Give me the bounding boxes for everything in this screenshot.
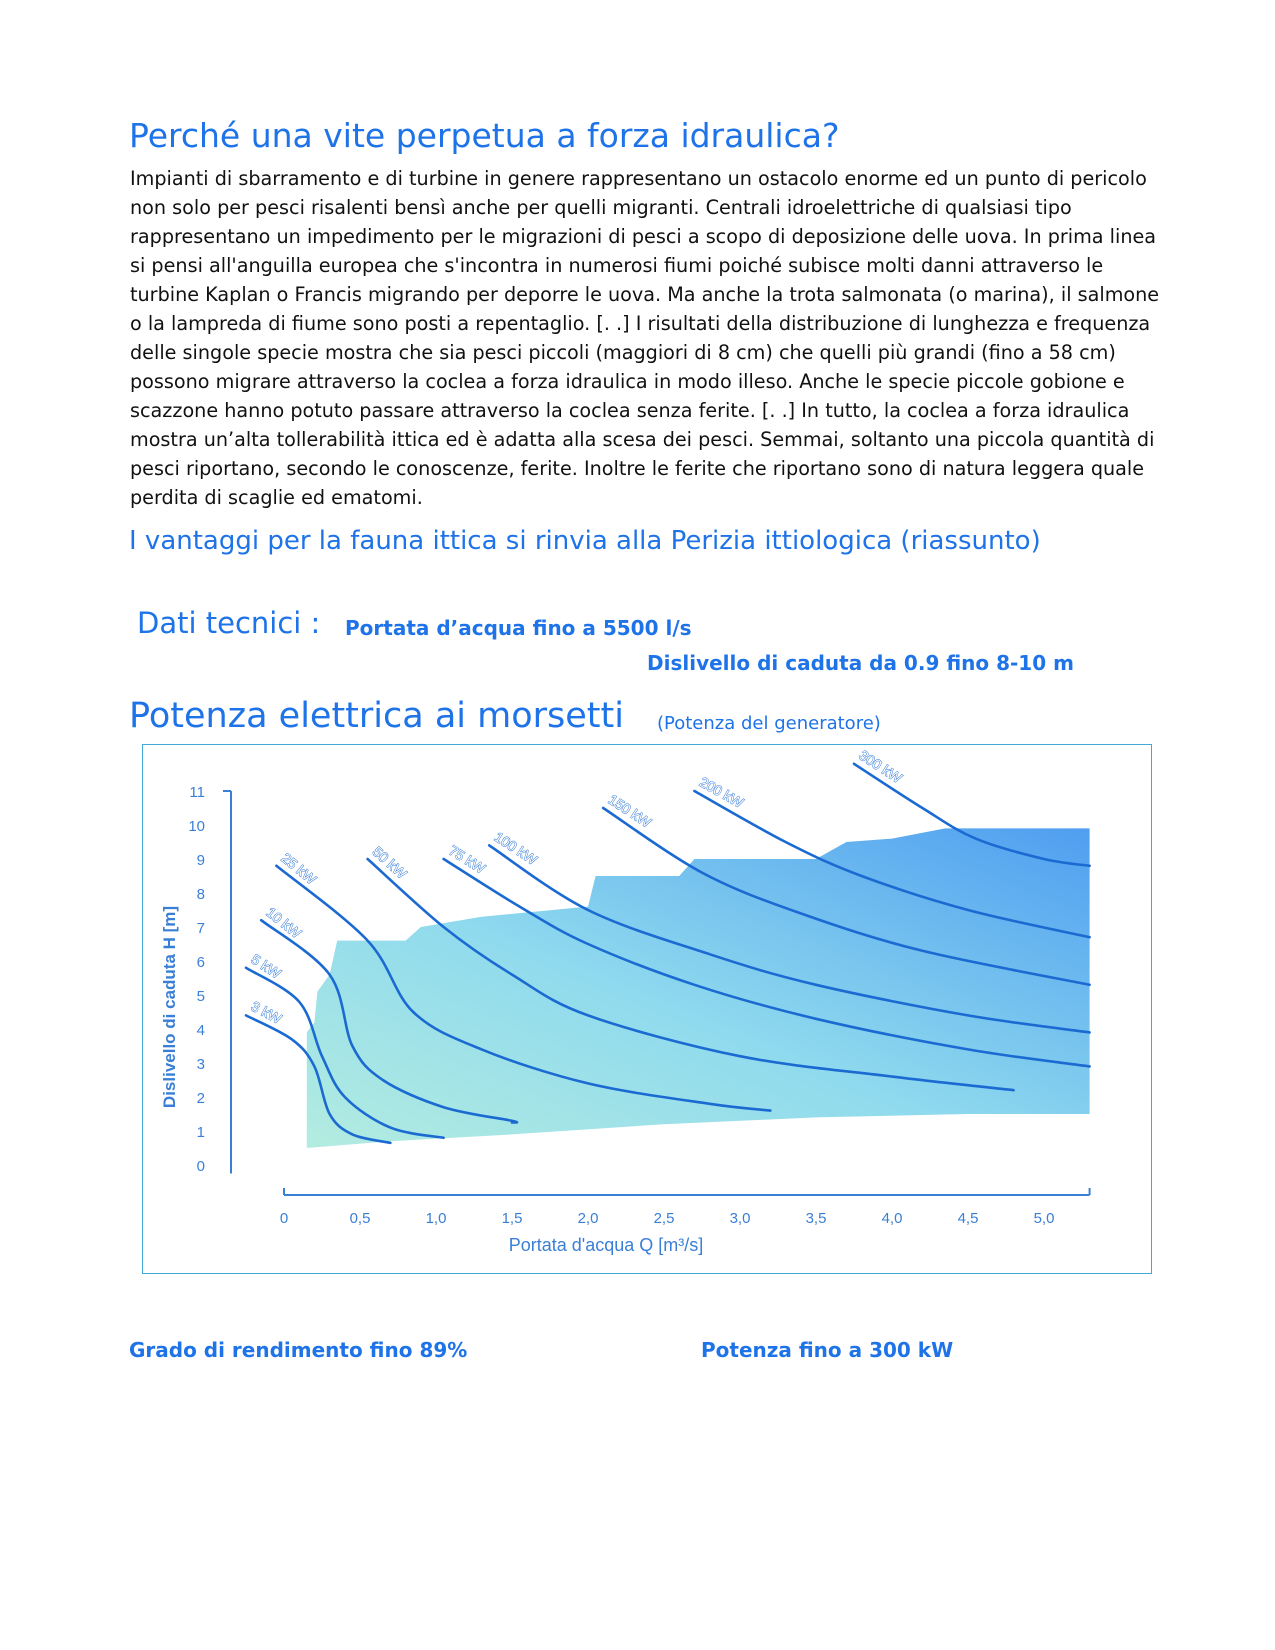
power-section-title: Potenza elettrica ai morsetti (129, 696, 624, 736)
y-tick-label: 4 (196, 1022, 205, 1039)
curve-label-200kw: 200 kW (696, 773, 747, 811)
x-tick-label: 5,0 (1033, 1210, 1055, 1227)
power-chart (143, 745, 1153, 1275)
tech-head-range: Dislivello di caduta da 0.9 fino 8-10 m (647, 651, 1074, 675)
curve-label-3kw: 3 kW (248, 997, 285, 1027)
x-tick-label: 0,5 (349, 1210, 371, 1227)
tech-flow-rate: Portata d’acqua fino a 5500 l/s (345, 616, 692, 640)
x-tick-label: 4,5 (957, 1210, 979, 1227)
y-tick-label: 1 (196, 1124, 205, 1141)
x-tick-label: 4,0 (881, 1210, 903, 1227)
x-tick-label: 0 (279, 1210, 289, 1227)
y-tick-label: 6 (196, 954, 205, 971)
tech-data-label: Dati tecnici : (137, 606, 321, 640)
curve-label-100kw: 100 kW (491, 828, 541, 868)
curve-label-10kw: 10 kW (263, 904, 305, 942)
power-chart-frame (142, 744, 1152, 1274)
y-axis-label: Dislivello di caduta H [m] (160, 905, 179, 1109)
x-tick-label: 3,0 (729, 1210, 751, 1227)
y-tick-label: 8 (196, 886, 205, 903)
max-power-note: Potenza fino a 300 kW (701, 1338, 954, 1362)
efficiency-note: Grado di rendimento fino 89% (129, 1338, 468, 1362)
x-tick-label: 3,5 (805, 1210, 827, 1227)
x-axis-label: Portata d'acqua Q [m³/s] (508, 1235, 704, 1255)
y-tick-label: 10 (188, 818, 205, 835)
y-tick-label: 9 (196, 852, 205, 869)
curve-label-75kw: 75 kW (446, 841, 489, 877)
x-tick-label: 1,0 (425, 1210, 447, 1227)
y-tick-label: 7 (196, 920, 205, 937)
fish-fauna-link[interactable]: I vantaggi per la fauna ittica si rinvia alla Perizia ittiologica (riassunto) (129, 526, 1041, 556)
y-tick-label: 5 (196, 988, 205, 1005)
power-section-subtitle: (Potenza del generatore) (657, 713, 881, 734)
y-tick-label: 11 (189, 784, 205, 801)
curve-label-300kw: 300 kW (856, 746, 905, 787)
y-tick-label: 0 (196, 1158, 205, 1175)
y-tick-label: 2 (196, 1090, 205, 1107)
intro-paragraph: Impianti di sbarramento e di turbine in genere rappresentano un ostacolo enorme ed un punto di pericolo non solo per pesci risalenti bensì anche per quelli migranti. Centrali idroelettriche di qualsiasi tipo rappresentano un impedimento per le migrazioni di pesci a scopo di deposizione delle uova. In prima linea si pensi all'anguilla europea che s'incontra in numerosi fiumi poiché subisce molti danni attraverso le turbine Kaplan o Francis migrando per deporre le uova. Ma anche la trota salmonata (o marina), il salmone o la lampreda di fiume sono posti a repentaglio. [. .] I risultati della distribuzione di lunghezza e frequenza delle singole specie mostra che sia pesci piccoli (maggiori di 8 cm) che quelli più grandi (fino a 58 cm) possono migrare attraverso la coclea a forza idraulica in modo illeso. Anche le specie piccole gobione e scazzone hanno potuto passare attraverso la coclea senza ferite. [. .] In tutto, la coclea a forza idraulica mostra un’alta tollerabilità ittica ed è adatta alla scesa dei pesci. Semmai, soltanto una piccola quantità di pesci riportano, secondo le conoscenze, ferite. Inoltre le ferite che riportano sono di natura leggera quale perdita di scaglie ed ematomi. (130, 167, 1160, 509)
curve-label-50kw: 50 kW (369, 843, 410, 882)
curve-label-150kw: 150 kW (605, 791, 655, 831)
page-title: Perché una vite perpetua a forza idraulica? (129, 116, 840, 155)
x-tick-label: 2,5 (653, 1210, 675, 1227)
x-tick-label: 2,0 (577, 1210, 599, 1227)
curve-label-25kw: 25 kW (278, 849, 320, 888)
x-tick-label: 1,5 (501, 1210, 523, 1227)
y-tick-label: 3 (196, 1056, 205, 1073)
curve-label-5kw: 5 kW (248, 950, 284, 982)
